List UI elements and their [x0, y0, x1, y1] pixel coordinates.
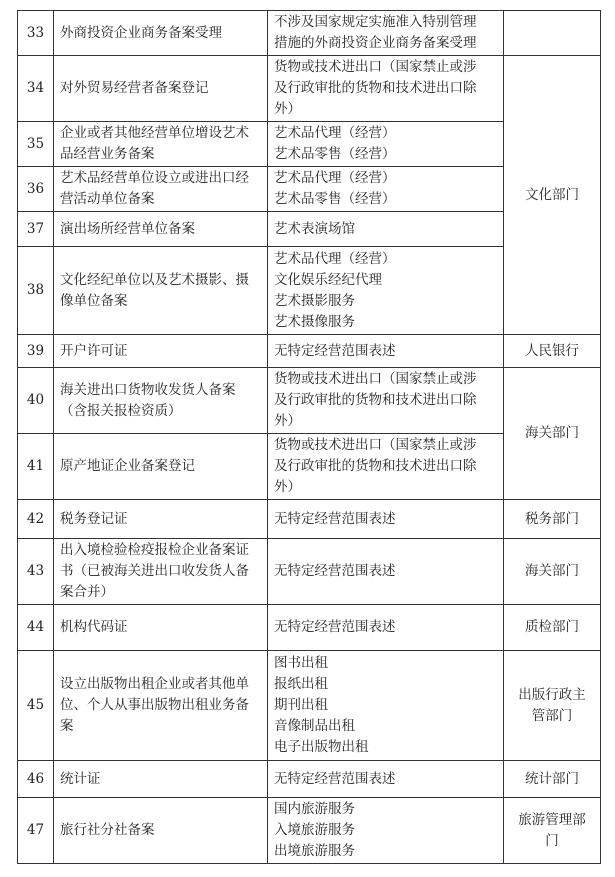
row-number: 35 [18, 122, 54, 167]
row-number: 45 [18, 651, 54, 761]
business-scope: 艺术品代理（经营） 艺术品零售（经营） [268, 122, 504, 167]
business-scope: 国内旅游服务 入境旅游服务 出境旅游服务 [268, 798, 504, 864]
item-name: 设立出版物出租企业或者其他单位、个人从事出版物出租业务备案 [54, 651, 268, 761]
business-scope: 货物或技术进出口（国家禁止或涉 及行政审批的货物和技术进出口除 外） [268, 368, 504, 434]
item-name: 文化经纪单位以及艺术摄影、摄像单位备案 [54, 247, 268, 335]
item-name: 演出场所经营单位备案 [54, 212, 268, 247]
row-number: 43 [18, 539, 54, 605]
row-number: 41 [18, 434, 54, 500]
business-scope: 无特定经营范围表述 [268, 605, 504, 651]
item-name: 旅行社分社备案 [54, 798, 268, 864]
item-name: 机构代码证 [54, 605, 268, 651]
row-number: 36 [18, 167, 54, 212]
business-scope: 货物或技术进出口（国家禁止或涉 及行政审批的货物和技术进出口除 外） [268, 434, 504, 500]
table-row [18, 761, 601, 798]
table-row [18, 56, 601, 122]
table-row [18, 605, 601, 651]
table-row [18, 798, 601, 864]
item-name: 外商投资企业商务备案受理 [54, 11, 268, 56]
department: 质检部门 [504, 605, 601, 651]
row-number: 38 [18, 247, 54, 335]
department: 出版行政主管部门 [504, 651, 601, 761]
department: 税务部门 [504, 500, 601, 539]
business-scope: 艺术品代理（经营） 文化娱乐经纪代理 艺术摄影服务 艺术摄像服务 [268, 247, 504, 335]
row-number: 46 [18, 761, 54, 798]
item-name: 原产地证企业备案登记 [54, 434, 268, 500]
table-row [18, 335, 601, 368]
row-number: 40 [18, 368, 54, 434]
department: 旅游管理部门 [504, 798, 601, 864]
item-name: 出入境检验检疫报检企业备案证书（已被海关进出口收发货人备案合并） [54, 539, 268, 605]
business-scope: 货物或技术进出口（国家禁止或涉 及行政审批的货物和技术进出口除 外） [268, 56, 504, 122]
table-row [18, 11, 601, 56]
business-scope: 无特定经营范围表述 [268, 761, 504, 798]
filing-items-table [17, 10, 601, 864]
business-scope: 艺术表演场馆 [268, 212, 504, 247]
business-scope: 不涉及国家规定实施准入特别管理 措施的外商投资企业商务备案受理 [268, 11, 504, 56]
item-name: 税务登记证 [54, 500, 268, 539]
table-row [18, 368, 601, 434]
table-row [18, 539, 601, 605]
business-scope: 无特定经营范围表述 [268, 335, 504, 368]
item-name: 艺术品经营单位设立或进出口经营活动单位备案 [54, 167, 268, 212]
row-number: 37 [18, 212, 54, 247]
table-row [18, 651, 601, 761]
item-name: 海关进出口货物收发货人备案（含报关报检资质） [54, 368, 268, 434]
table-row [18, 500, 601, 539]
business-scope: 图书出租 报纸出租 期刊出租 音像制品出租 电子出版物出租 [268, 651, 504, 761]
row-number: 47 [18, 798, 54, 864]
department [504, 11, 601, 56]
row-number: 44 [18, 605, 54, 651]
row-number: 34 [18, 56, 54, 122]
business-scope: 艺术品代理（经营） 艺术品零售（经营） [268, 167, 504, 212]
item-name: 统计证 [54, 761, 268, 798]
department: 人民银行 [504, 335, 601, 368]
department: 海关部门 [504, 368, 601, 500]
item-name: 对外贸易经营者备案登记 [54, 56, 268, 122]
row-number: 39 [18, 335, 54, 368]
item-name: 企业或者其他经营单位增设艺术品经营业务备案 [54, 122, 268, 167]
business-scope: 无特定经营范围表述 [268, 500, 504, 539]
item-name: 开户许可证 [54, 335, 268, 368]
row-number: 33 [18, 11, 54, 56]
department: 统计部门 [504, 761, 601, 798]
department: 海关部门 [504, 539, 601, 605]
business-scope: 无特定经营范围表述 [268, 539, 504, 605]
department: 文化部门 [504, 56, 601, 335]
row-number: 42 [18, 500, 54, 539]
